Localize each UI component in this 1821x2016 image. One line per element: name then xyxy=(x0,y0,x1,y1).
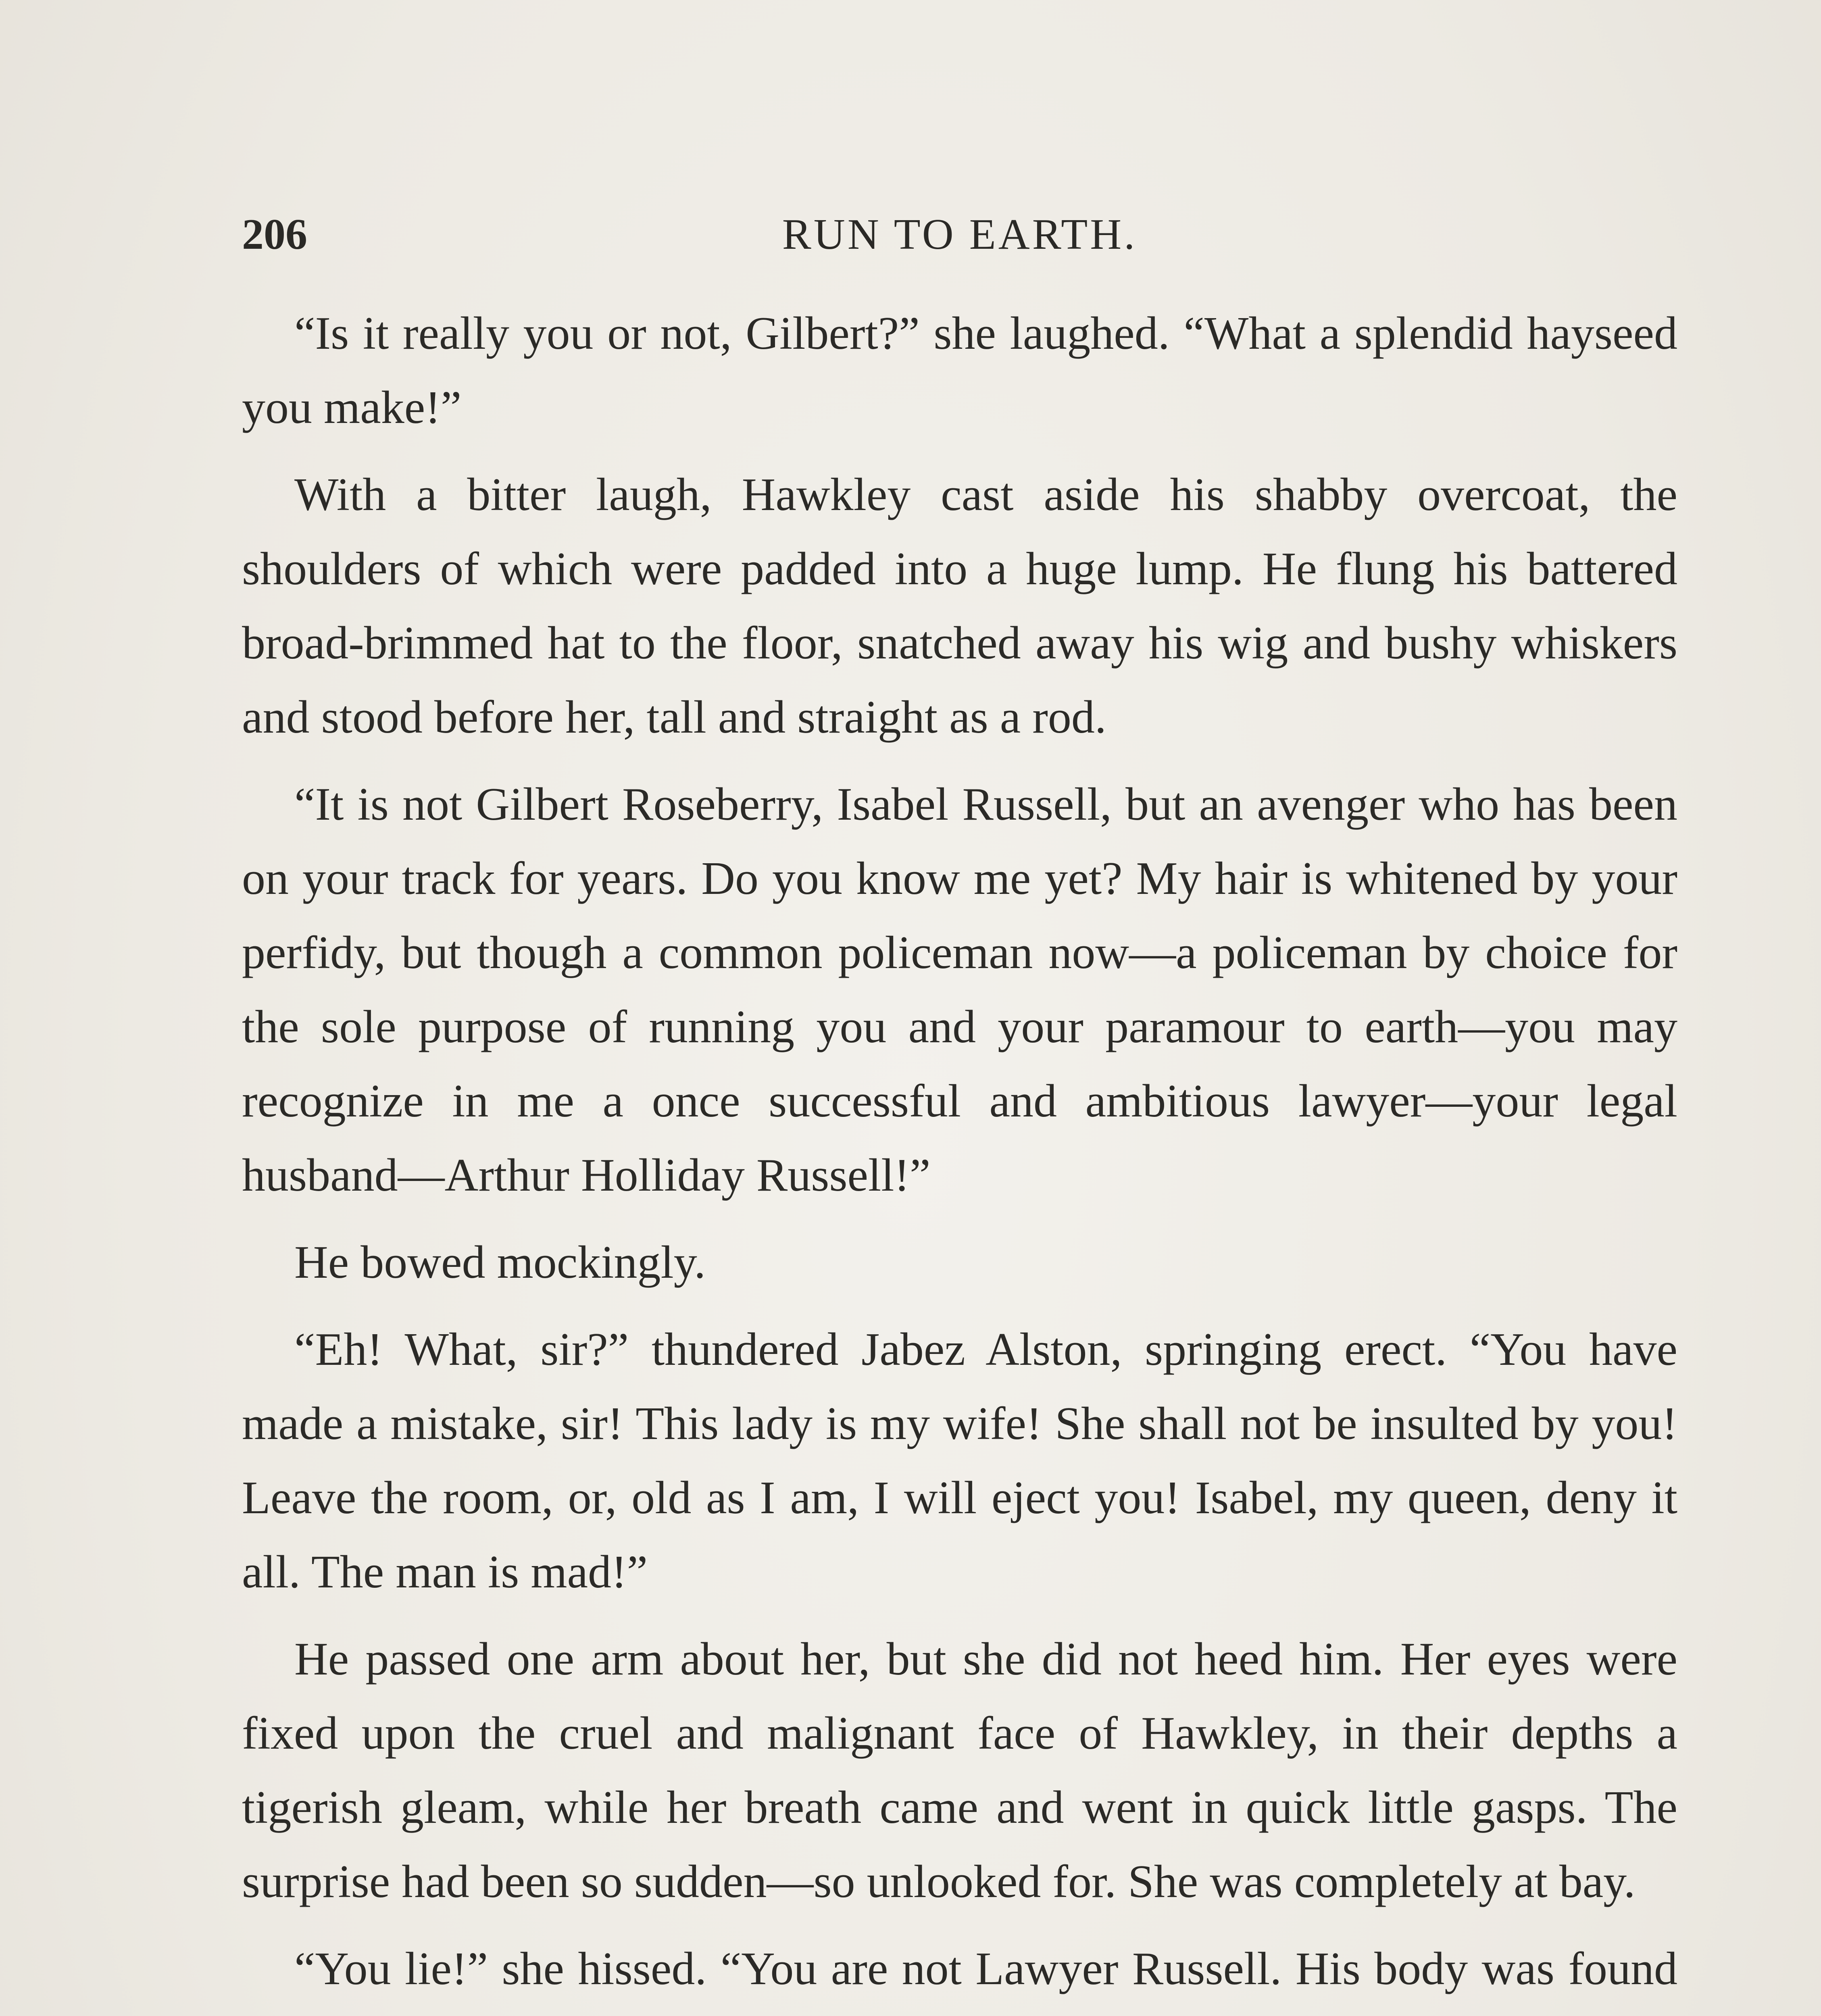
paragraph: He passed one arm about her, but she did not heed him. Her eyes were fixed upon the cruel and malignant face of Hawkley, in their depths a tigerish gleam, while her breath came and went in quick little gasps. The surprise had been so sudden—so unlooked for. She was completely at bay. xyxy=(242,1633,1677,1908)
paragraph: With a bitter laugh, Hawkley cast aside his shabby overcoat, the shoulders of which were padded into a huge lump. He flung his battered broad-brimmed hat to the floor, snatched away his wig and bushy whiskers and stood before her, tall and straight as a rod. xyxy=(242,469,1677,743)
running-title: RUN TO EARTH. xyxy=(782,210,1138,258)
paragraph: He bowed mockingly. xyxy=(294,1237,706,1288)
page-header xyxy=(242,210,1677,266)
paragraph: “Eh! What, sir?” thundered Jabez Alston, springing erect. “You have made a mistake, sir! This lady is my wife! She shall not be insulted by you! Leave the room, or, old as I am, I will eject you! Isabel, my queen, deny it all. The man is mad!” xyxy=(242,1324,1677,1598)
paragraph: “Is it really you or not, Gilbert?” she laughed. “What a splendid hayseed you make!” xyxy=(242,308,1677,433)
page-number: 206 xyxy=(242,210,307,258)
paragraph: “You lie!” she hissed. “You are not Lawyer Russell. His body was found xyxy=(294,1943,1677,1995)
body-text xyxy=(242,296,1677,2016)
paragraph: “It is not Gilbert Roseberry, Isabel Russell, but an avenger who has been on your track for years. Do you know me yet? My hair is whitened by your perfidy, but though a common policeman now—a policeman by choice for the sole purpose of running you and your paramour to earth—you may recognize in me a once successful and ambitious lawyer—your legal husband—Arthur Holliday Russell!” xyxy=(242,779,1677,1201)
